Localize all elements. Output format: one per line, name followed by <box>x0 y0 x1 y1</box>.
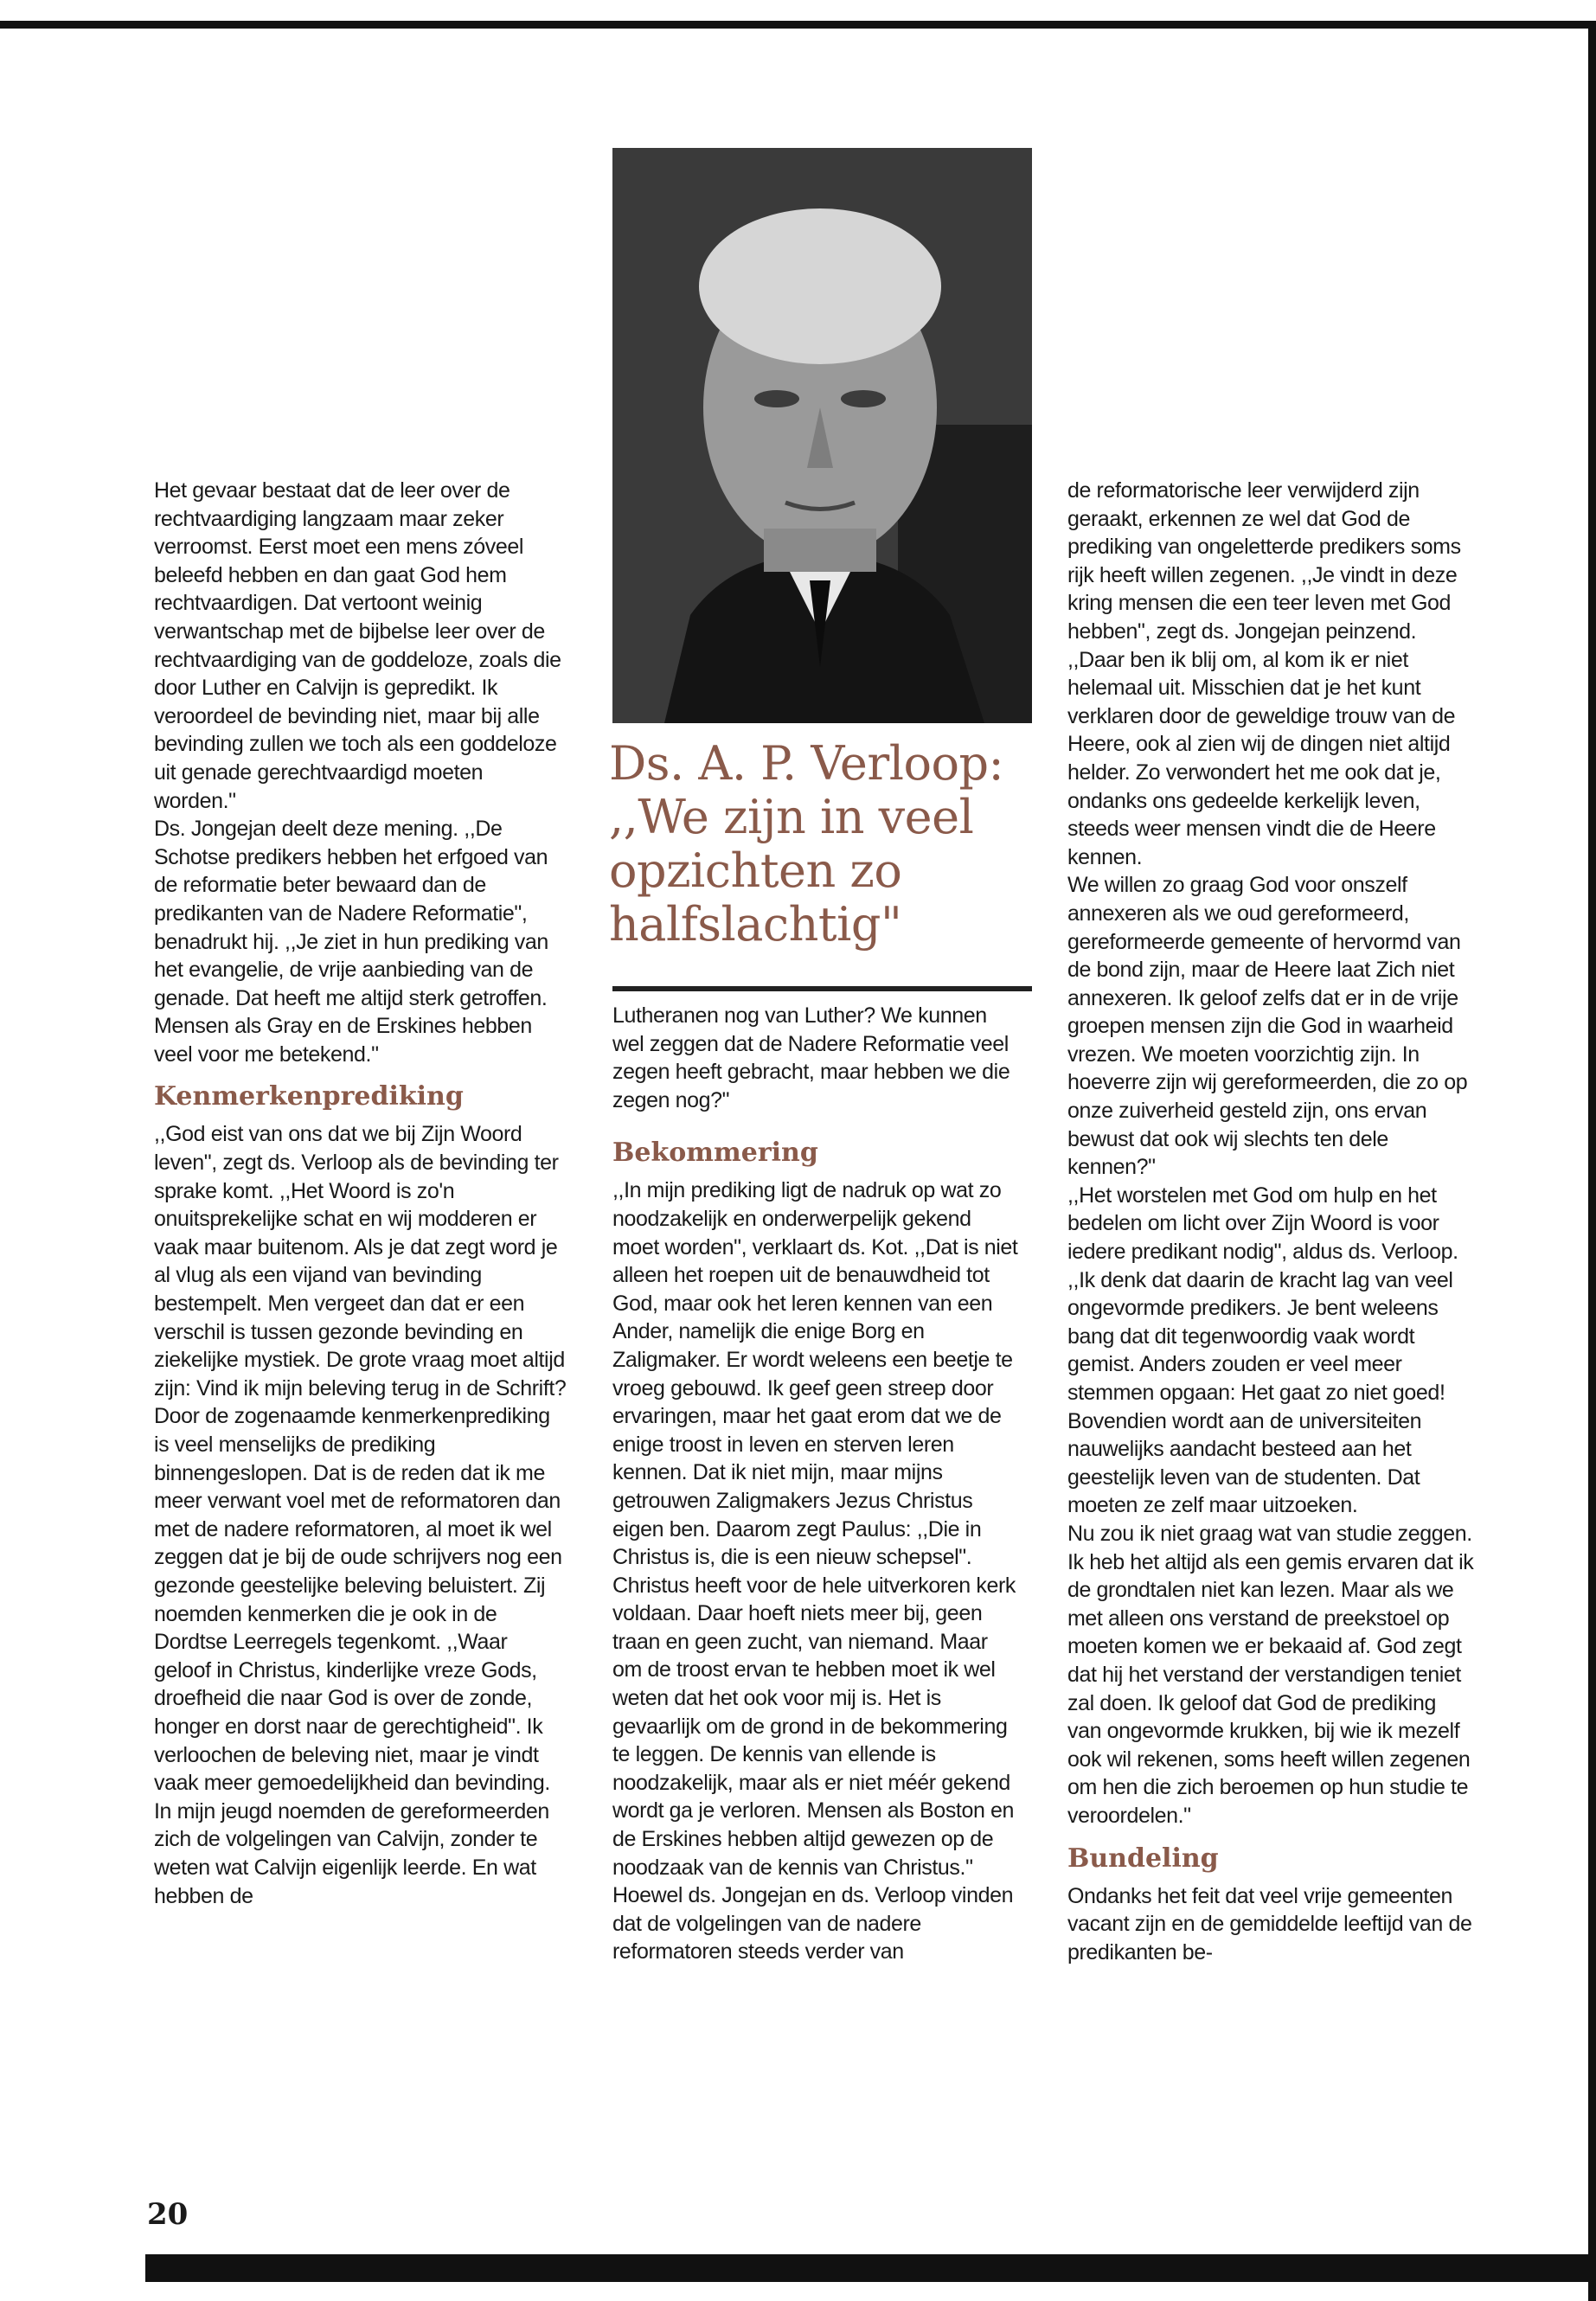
col2-paragraph-4: Hoewel ds. Jongejan en ds. Verloop vinden dat de volgelingen van de nadere reformatoren steeds verder van <box>612 1883 1014 1965</box>
portrait-illustration <box>612 148 1032 723</box>
article-column-1 <box>154 477 567 1910</box>
col1-paragraph-4: Door de zogenaamde kenmerkenprediking is veel menselijks de prediking binnengeslopen. Dat is de reden dat ik me meer verwant voel met de reformatoren dan met de nadere reformatoren, al moet ik wel zeggen dat je bij de oude schrijvers nog een gezonde geestelijke beleving beluistert. Zij noemden kenmerken die je ook in de Dordtse Leerregels tegenkomt. ,,Waar geloof in Christus, kinderlijke vreze Gods, droefheid die naar God is over de zonde, honger en dorst naar de gerechtigheid". Ik verloochen de beleving niet, maar je vindt vaak meer gemoedelijkheid dan bevinding. <box>154 1404 562 1796</box>
col3-paragraph-5: Ondanks het feit dat veel vrije gemeenten vacant zijn en de gemiddelde leeftijd van de predikanten be- <box>1067 1883 1472 1965</box>
right-border-rule <box>1588 21 1596 2301</box>
col1-paragraph-5: In mijn jeugd noemden de gereformeerden zich de volgelingen van Calvijn, zonder te weten wat Calvijn eigenlijk leerde. En wat hebben de <box>154 1798 549 1908</box>
headline-divider <box>612 986 1032 991</box>
page-number: 20 <box>147 2197 189 2232</box>
subheading-kenmerkenprediking: Kenmerkenprediking <box>154 1081 464 1112</box>
col3-paragraph-2: We willen zo graag God voor onszelf annexeren als we oud gereformeerd, gereformeerde gemeente of hervormd van de bond zijn, maar de Heere laat Zich niet annexeren. Ik geloof zelfs dat er in de vrije groepen mensen zijn die God in waarheid vrezen. We moeten voorzichtig zijn. In hoeverre zijn wij gereformeerden, die zo op onze zuiverheid gesteld zijn, ons ervan bewust dat ook wij slechts ten dele kennen?" <box>1067 873 1468 1180</box>
headline-quote-line-1: ,,We zijn in veel <box>609 790 974 844</box>
headline-quote-line-2: opzichten zo <box>609 843 902 898</box>
col2-paragraph-2: ,,In mijn prediking ligt de nadruk op wat zo noodzakelijk en onderwerpelijk gekend moet worden", verklaart ds. Kot. ,,Dat is niet alleen het roepen uit de benauwdheid tot God, maar ook het leren kennen van een Ander, namelijk die enige Borg en Zaligmaker. Er wordt weleens een beetje te vroeg gebouwd. Ik geef geen streep door ervaringen, maar het gaat erom dat we de enige troost in leven en sterven leren kennen. Dat ik niet mijn, maar mijns getrouwen Zaligmakers Jezus Christus eigen ben. Daarom zegt Paulus: ,,Die in Christus is, die is een nieuw schepsel". <box>612 1178 1018 1570</box>
portrait-photo <box>612 148 1032 723</box>
article-headline <box>609 737 1033 952</box>
col1-paragraph-1: Het gevaar bestaat dat de leer over de rechtvaardiging langzaam maar zeker verroomst. Eerst moet een mens zóveel beleefd hebben en dan gaat God hem rechtvaardigen. Dat vertoont weinig verwantschap met de bijbelse leer over de rechtvaardiging van de goddeloze, zoals die door Luther en Calvijn is gepredikt. Ik veroordeel de bevinding niet, maar bij alle bevinding zullen we toch als een goddeloze uit genade gerechtvaardigd moeten worden." <box>154 478 561 813</box>
col1-paragraph-3: ,,God eist van ons dat we bij Zijn Woord leven", zegt ds. Verloop als de bevinding ter sprake komt. ,,Het Woord is zo'n onuitsprekelijke schat en wij modderen er vaak maar buitenom. Als je dat zegt word je al vlug als een vijand van bevinding bestempelt. Men vergeet dan dat er een verschil is tussen gezonde bevinding en ziekelijke mystiek. De grote vraag moet altijd zijn: Vind ik mijn beleving terug in de Schrift? <box>154 1122 567 1400</box>
col2-paragraph-1: Lutheranen nog van Luther? We kunnen wel zeggen dat de Nadere Reformatie veel zegen heeft gebracht, maar hebben we die zegen nog?" <box>612 1003 1010 1112</box>
bottom-border-rule <box>145 2254 1596 2282</box>
col1-paragraph-2: Ds. Jongejan deelt deze mening. ,,De Schotse predikers hebben het erfgoed van de reformatie beter bewaard dan de predikanten van de Nadere Reformatie", benadrukt hij. ,,Je ziet in hun prediking van het evangelie, de vrije aanbieding van de genade. Dat heeft me altijd sterk getroffen. Mensen als Gray en de Erskines hebben veel voor me betekend." <box>154 817 548 1067</box>
article-column-2 <box>612 1002 1021 1966</box>
col3-paragraph-3: ,,Het worstelen met God om hulp en het bedelen om licht over Zijn Woord is voor iedere predikant nodig", aldus ds. Verloop. ,,Ik denk dat daarin de kracht lag van veel ongevormde predikers. Je bent weleens bang dat dit tegenwoordig vaak wordt gemist. Anders zouden er veel meer stemmen opgaan: Het gaat zo niet goed! Bovendien wordt aan de universiteiten nauwelijks aandacht besteed aan het geestelijk leven van de studenten. Dat moeten ze zelf maar uitzoeken. <box>1067 1183 1458 1518</box>
article-column-3 <box>1067 477 1474 1966</box>
headline-quote-line-3: halfslachtig" <box>609 897 902 952</box>
col3-paragraph-1: de reformatorische leer verwijderd zijn geraakt, erkennen ze wel dat God de prediking van ongeletterde predikers soms rijk heeft willen zegenen. ,,Je vindt in deze kring mensen die een teer leven met God hebben", zegt ds. Jongejan peinzend. ,,Daar ben ik blij om, al kom ik er niet helemaal uit. Misschien dat je het kunt verklaren door de geweldige trouw van de Heere, ook al zien wij de dingen niet altijd helder. Zo verwondert het me ook dat je, ondanks ons gedeelde kerkelijk leven, steeds weer mensen vindt die de Heere kennen. <box>1067 478 1461 869</box>
subheading-bekommering: Bekommering <box>612 1138 818 1169</box>
subheading-bundeling: Bundeling <box>1067 1843 1219 1874</box>
col3-paragraph-4: Nu zou ik niet graag wat van studie zeggen. Ik heb het altijd als een gemis ervaren dat ik de grondtalen niet kan lezen. Maar als we met alleen ons verstand de preekstoel op moeten komen we er bekaaid af. God zegt dat hij het verstand der verstandigen teniet zal doen. Ik geloof dat God de prediking van ongevormde krukken, bij wie ik mezelf ook wil rekenen, soms heeft willen zegenen om hen die zich beroemen op hun studie te veroordelen." <box>1067 1521 1474 1828</box>
top-border-rule <box>0 21 1596 29</box>
col2-paragraph-3: Christus heeft voor de hele uitverkoren kerk voldaan. Daar hoeft niets meer bij, geen traan en geen zucht, van niemand. Maar om de troost ervan te hebben moet ik wel weten dat het ook voor mij is. Het is gevaarlijk om de grond in de bekommering te leggen. De kennis van ellende is noodzakelijk, maar als er niet méér gekend wordt ga je verloren. Mensen als Boston en de Erskines hebben altijd gewezen op de noodzaak van de kennis van Christus." <box>612 1573 1016 1880</box>
headline-name: Ds. A. P. Verloop: <box>609 736 1004 791</box>
